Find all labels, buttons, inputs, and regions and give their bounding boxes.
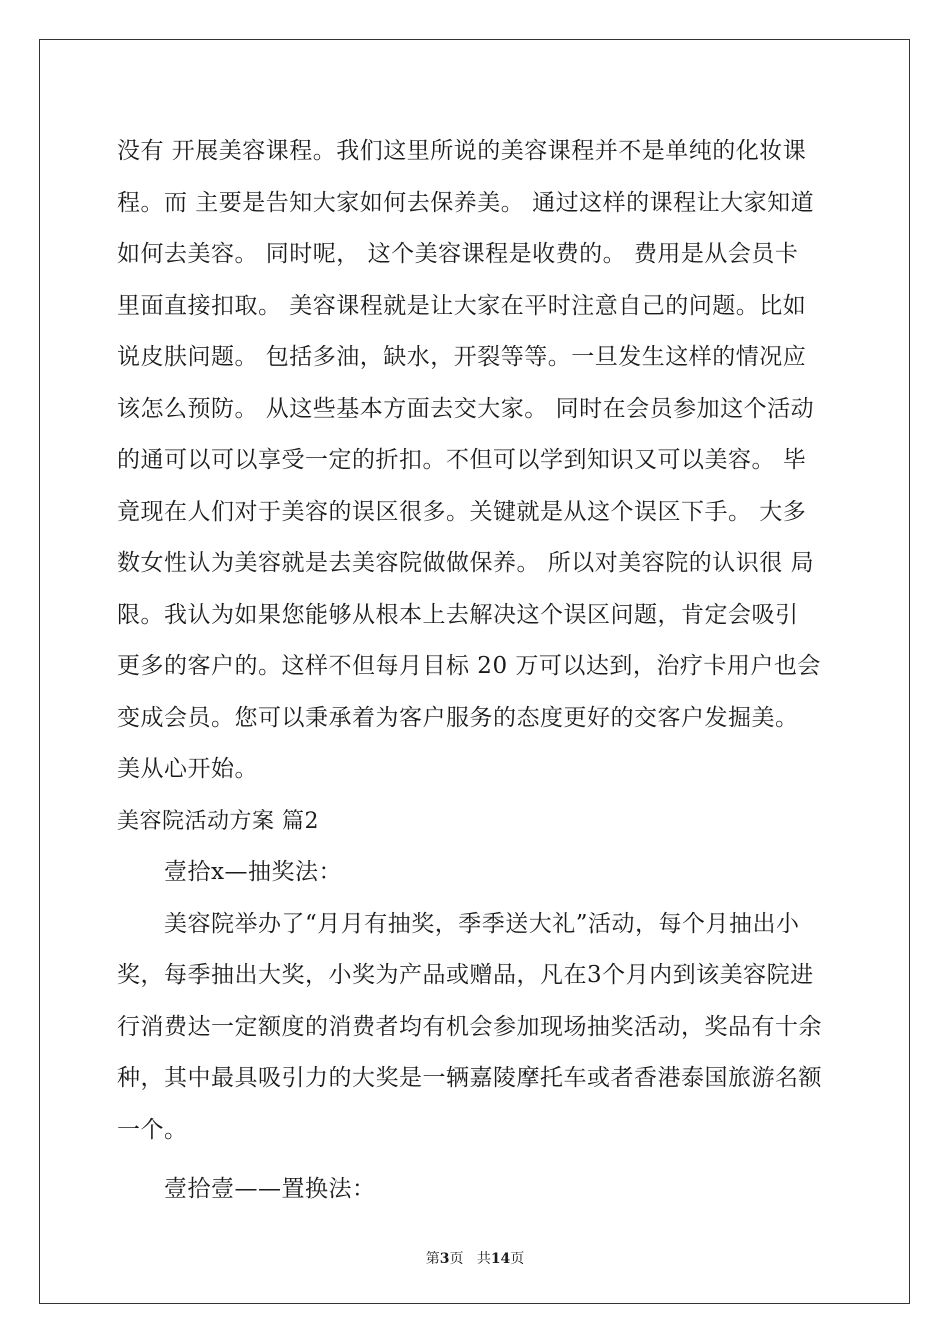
footer-page-suffix: 页 (449, 1251, 464, 1267)
subheading-lottery: 壹拾x—抽奖法： (164, 859, 342, 885)
para-line: 美容院举办了“月月有抽奖，季季送大礼”活动，每个月抽出小 (164, 910, 800, 937)
body-line: 程。而 主要是告知大家如何去保养美。 通过这样的课程让大家知道 (117, 189, 815, 216)
footer-total-suffix: 页 (510, 1251, 525, 1267)
para-line: 一个。 (117, 1116, 188, 1143)
para-line: 行消费达一定额度的消费者均有机会参加现场抽奖活动，奖品有十余 (117, 1013, 822, 1040)
body-line: 里面直接扣取。 美容课程就是让大家在平时注意自己的问题。比如 (117, 292, 807, 319)
body-line: 更多的客户的。这样不但每月目标 20 万可以达到，治疗卡用户也会 (117, 653, 821, 679)
footer-total-prefix: 共 (476, 1251, 491, 1267)
subheading-exchange: 壹拾壹——置换法： (164, 1176, 376, 1202)
section-heading: 美容院活动方案 篇2 (117, 808, 319, 834)
para-line: 奖，每季抽出大奖，小奖为产品或赠品，凡在3个月内到该美容院进 (117, 962, 814, 988)
para-line: 种，其中最具吸引力的大奖是一辆嘉陵摩托车或者香港泰国旅游名额 (117, 1065, 822, 1091)
document-body (117, 126, 837, 1216)
body-line: 竟现在人们对于美容的误区很多。关键就是从这个误区下手。 大多 (117, 498, 807, 525)
footer-page-number: 3 (439, 1251, 450, 1267)
page-footer (0, 1248, 950, 1268)
body-line: 没有 开展美容课程。我们这里所说的美容课程并不是单纯的化妆课 (117, 138, 807, 164)
body-line: 如何去美容。 同时呢， 这个美容课程是收费的。 费用是从会员卡 (117, 241, 799, 267)
body-line: 美从心开始。 (117, 756, 258, 782)
footer-prefix: 第 (425, 1251, 440, 1267)
body-line: 限。我认为如果您能够从根本上去解决这个误区问题，肯定会吸引 (117, 601, 799, 628)
body-line: 该怎么预防。 从这些基本方面去交大家。 同时在会员参加这个活动 (117, 395, 815, 422)
body-line: 变成会员。您可以秉承着为客户服务的态度更好的交客户发掘美。 (117, 704, 799, 731)
body-line: 说皮肤问题。 包括多油，缺水，开裂等等。一旦发生这样的情况应 (117, 344, 807, 370)
footer-total-pages: 14 (490, 1251, 511, 1267)
body-line: 的通可以可以享受一定的折扣。不但可以学到知识又可以美容。 毕 (117, 447, 807, 473)
body-line: 数女性认为美容就是去美容院做做保养。 所以对美容院的认识很 局 (117, 550, 815, 576)
